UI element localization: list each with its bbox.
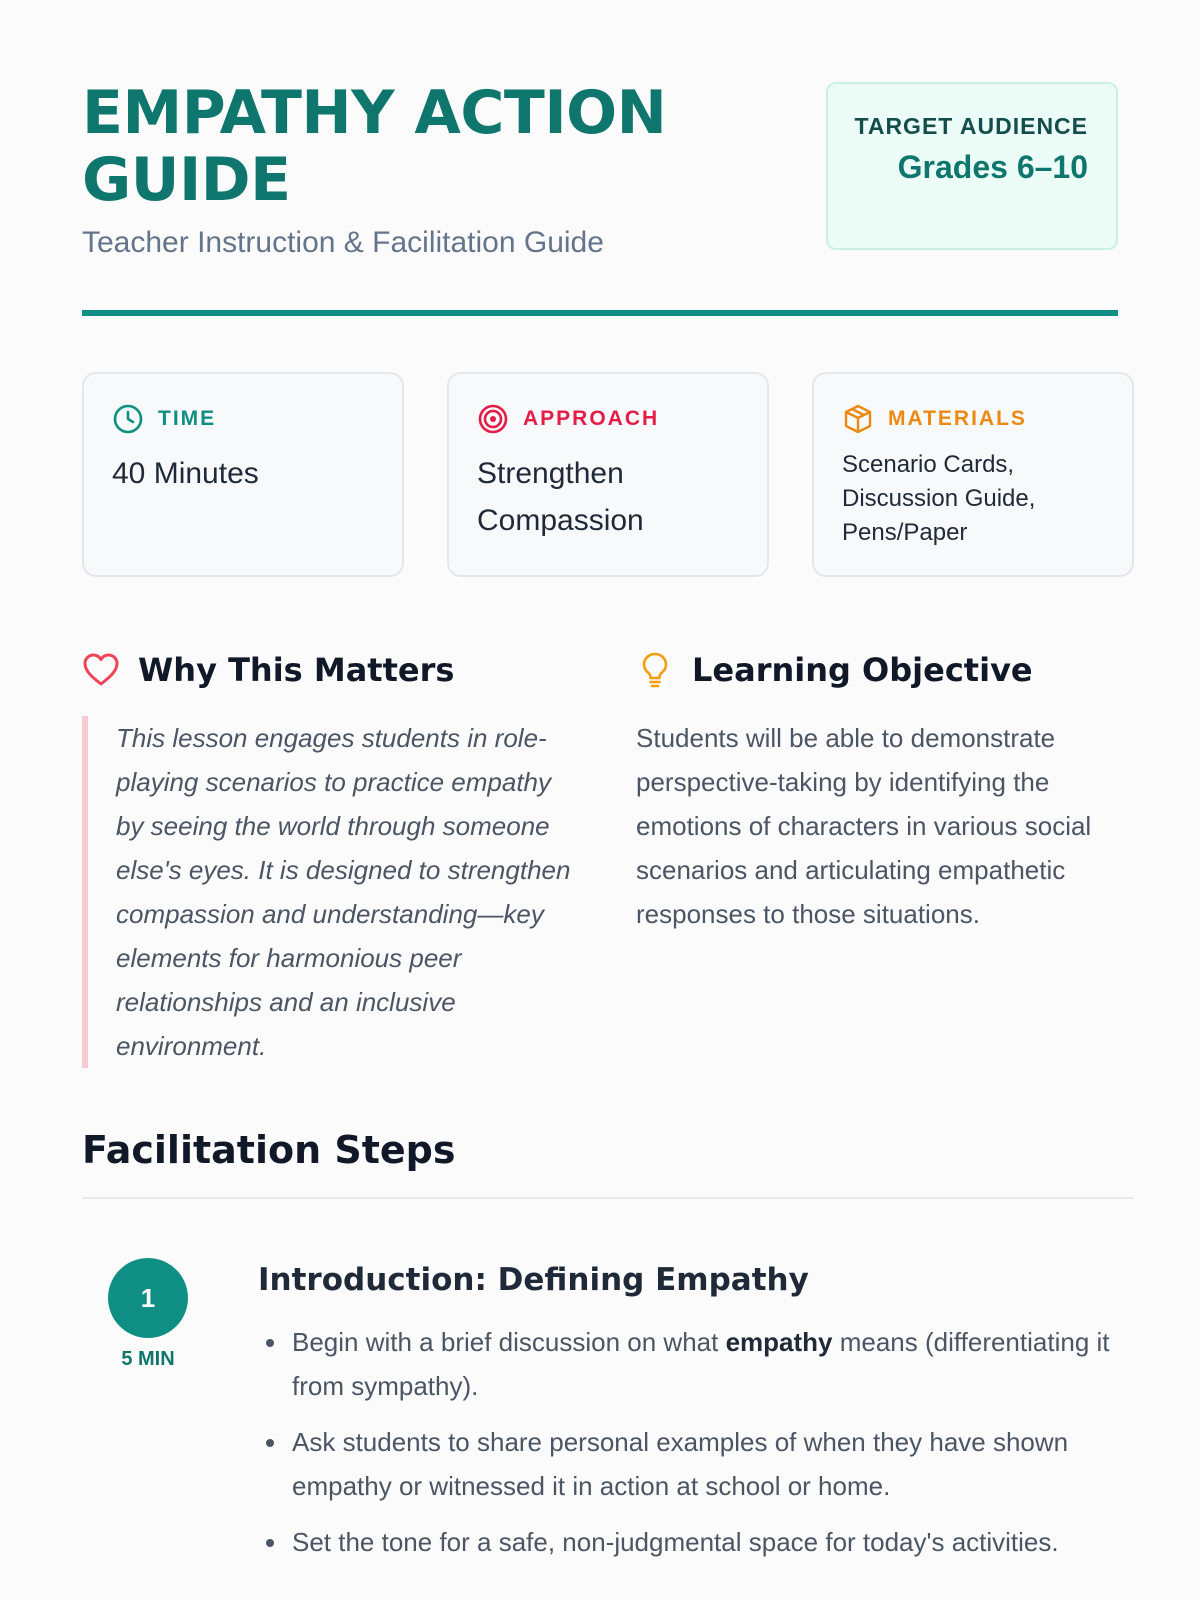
materials-value: Scenario Cards, Discussion Guide, Pens/Paper (842, 451, 1036, 546)
header-divider (82, 310, 1118, 316)
facilitation-steps-title: Facilitation Steps (82, 1128, 456, 1172)
steps-divider (82, 1197, 1134, 1199)
target-audience-value: Grades 6–10 (897, 149, 1088, 185)
page-title: EMPATHY ACTION GUIDE (82, 78, 667, 215)
why-this-matters-section (82, 648, 582, 1068)
time-label: TIME (158, 407, 217, 430)
heart-icon (82, 651, 120, 689)
time-card (82, 372, 404, 577)
step-number: 1 (108, 1258, 188, 1338)
materials-card (812, 372, 1134, 577)
clock-icon (112, 403, 144, 435)
empathy-emphasis: empathy (725, 1327, 833, 1357)
step-bullet-list (258, 1320, 1118, 1564)
target-icon (477, 403, 509, 435)
lightbulb-icon (636, 651, 674, 689)
learning-objective-section (636, 648, 1136, 936)
time-value: 40 Minutes (112, 457, 259, 490)
info-cards (82, 372, 1134, 577)
target-audience-box (826, 82, 1118, 250)
materials-label: MATERIALS (888, 407, 1027, 430)
page-header (82, 0, 1118, 318)
learning-objective-title: Learning Objective (692, 651, 1033, 689)
why-this-matters-text: This lesson engages students in role-playing scenarios to practice empathy by seeing the world through someone else's eyes. It is designed to strengthen compassion and understanding—key elements for harmonious peer relationships and an inclusive environment. (82, 716, 582, 1068)
step-content (258, 1258, 1118, 1576)
list-item: Set the tone for a safe, non-judgmental space for today's activities. (258, 1520, 1118, 1564)
list-item: Ask students to share personal examples of when they have shown empathy or witnessed it in action at school or home. (258, 1420, 1118, 1508)
why-this-matters-title: Why This Matters (138, 651, 455, 689)
approach-value: Strengthen Compassion (477, 457, 644, 537)
approach-card (447, 372, 769, 577)
page-subtitle: Teacher Instruction & Facilitation Guide (82, 226, 604, 259)
approach-label: APPROACH (523, 407, 660, 430)
step-duration: 5 MIN (121, 1348, 175, 1370)
box-icon (842, 403, 874, 435)
list-item: Begin with a brief discussion on what empathy means (differentiating it from sympathy). (258, 1320, 1118, 1408)
target-audience-label: TARGET AUDIENCE (854, 113, 1088, 139)
step-badge (108, 1258, 188, 1371)
step-title: Introduction: Defining Empathy (258, 1262, 809, 1298)
learning-objective-text: Students will be able to demonstrate perspective-taking by identifying the emotions of characters in various social scenarios and articulating empathetic responses to those situations. (636, 723, 1092, 929)
